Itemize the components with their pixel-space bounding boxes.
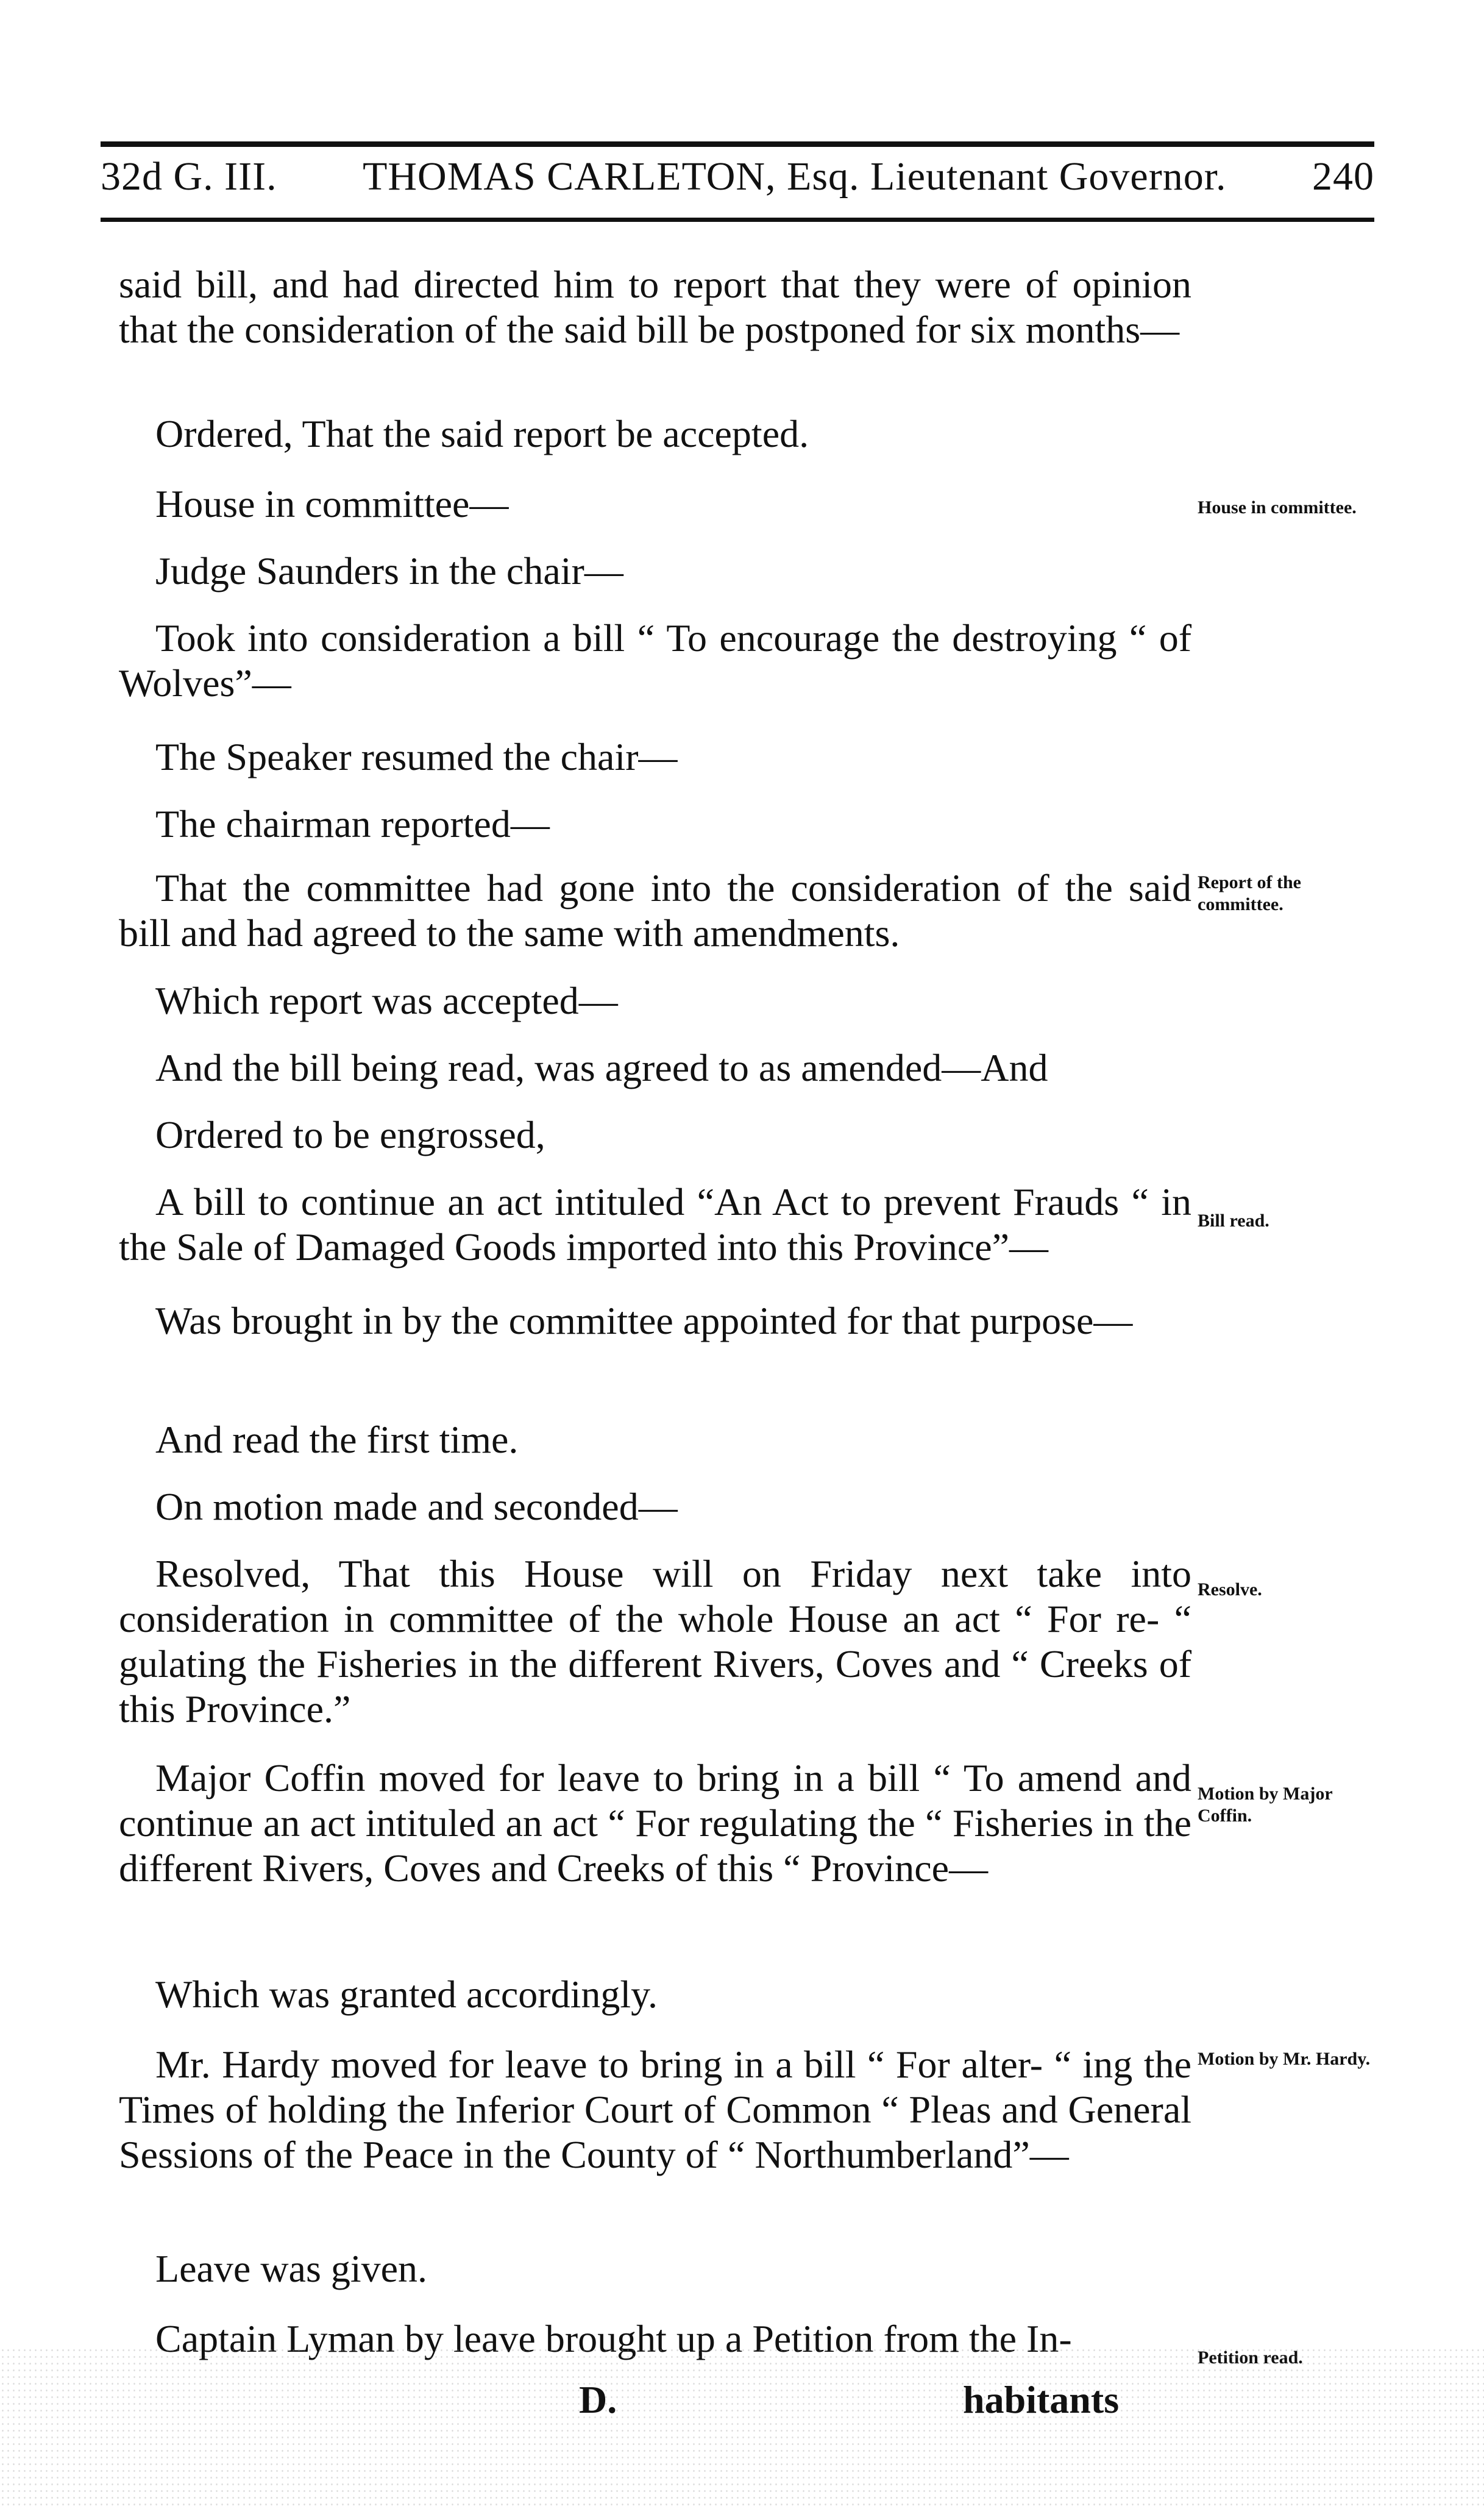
paragraph: A bill to continue an act intituled “An Act to prevent Frauds “ in the Sale of Damaged Goods imported into this Province”— bbox=[119, 1180, 1191, 1269]
header-top-rule bbox=[101, 141, 1374, 147]
paragraph: House in committee— bbox=[155, 482, 509, 525]
paragraph: Leave was given. bbox=[155, 2247, 428, 2290]
margin-note: Report of the committee. bbox=[1198, 872, 1301, 914]
scan-noise bbox=[0, 2347, 1484, 2506]
paragraph: Ordered, That the said report be accepted. bbox=[155, 412, 809, 455]
paragraph: The chairman reported— bbox=[155, 802, 550, 845]
paragraph: Judge Saunders in the chair— bbox=[155, 549, 623, 593]
paragraph: On motion made and seconded— bbox=[155, 1485, 678, 1528]
paragraph: Resolved, That this House will on Friday next take into consideration in committee of the whole House an act “ For re- “ gulating the Fisheries in the different Rivers, Coves and “ Creeks of this Province.” bbox=[119, 1552, 1191, 1731]
paragraph: Took into consideration a bill “ To encourage the destroying “ of Wolves”— bbox=[119, 616, 1191, 705]
paragraph: Was brought in by the committee appointed for that purpose— bbox=[155, 1299, 1133, 1342]
margin-note: House in committee. bbox=[1198, 497, 1357, 518]
header-regnal-year: 32d G. III. bbox=[101, 154, 277, 199]
paragraph: Which report was accepted— bbox=[155, 979, 618, 1022]
paragraph: And the bill being read, was agreed to as amended—And bbox=[155, 1046, 1048, 1089]
paragraph: Which was granted accordingly. bbox=[155, 1973, 658, 2016]
catchword: habitants bbox=[963, 2378, 1120, 2421]
margin-note: Motion by Major Coffin. bbox=[1198, 1784, 1333, 1826]
header-title: THOMAS CARLETON, Esq. Lieutenant Governor. bbox=[363, 154, 1227, 199]
paragraph: Major Coffin moved for leave to bring in a bill “ To amend and continue an act intituled an act “ For regulating the “ Fisheries in the different Rivers, Coves and Creeks of this “ Province— bbox=[119, 1756, 1191, 1890]
header-bottom-rule bbox=[101, 218, 1374, 222]
paragraph: Ordered to be engrossed, bbox=[155, 1113, 545, 1156]
margin-note: Motion by Mr. Hardy. bbox=[1198, 2049, 1371, 2069]
paragraph: And read the first time. bbox=[155, 1418, 519, 1461]
paragraph: said bill, and had directed him to report that they were of opinion that the consideration of the said bill be postponed for six months— bbox=[119, 263, 1191, 351]
margin-note: Bill read. bbox=[1198, 1211, 1269, 1231]
margin-note: Resolve. bbox=[1198, 1579, 1262, 1600]
paragraph: The Speaker resumed the chair— bbox=[155, 735, 678, 778]
margin-note: Petition read. bbox=[1198, 2348, 1303, 2368]
running-header bbox=[101, 154, 1374, 215]
paragraph: Mr. Hardy moved for leave to bring in a bill “ For alter- “ ing the Times of holding the Inferior Court of Common “ Pleas and General Sessions of the Peace in the County of “ Northumberland”— bbox=[119, 2043, 1191, 2176]
signature-mark: D. bbox=[579, 2378, 617, 2421]
page-number: 240 bbox=[1312, 154, 1374, 199]
paragraph: Captain Lyman by leave brought up a Petition from the In- bbox=[155, 2317, 1072, 2360]
paragraph: That the committee had gone into the consideration of the said bill and had agreed to the same with amendments. bbox=[119, 866, 1191, 955]
